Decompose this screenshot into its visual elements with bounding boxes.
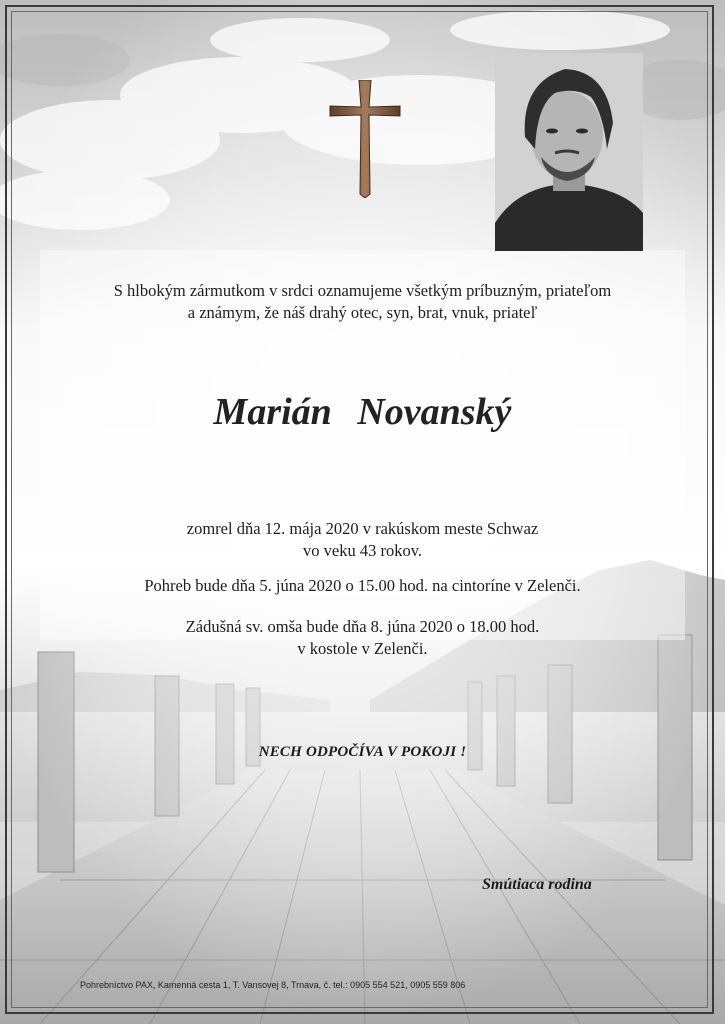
funeral-line-1: Pohreb bude dňa 5. júna 2020 o 15.00 hod. na cintoríne v Zelenči. (144, 576, 581, 595)
last-name: Novanský (357, 391, 512, 433)
death-line-1: zomrel dňa 12. mája 2020 v rakúskom meste Schwaz (186, 519, 539, 538)
mass-line-1: Zádušná sv. omša bude dňa 8. júna 2020 o 18.00 hod. (185, 617, 540, 636)
death-line-2: vo veku 43 rokov. (303, 541, 422, 560)
farewell-text: NECH ODPOČÍVA V POKOJI ! (258, 744, 467, 760)
intro-line-1: S hlbokým zármutkom v srdci oznamujeme všetkým príbuzným, priateľom (113, 281, 612, 300)
portrait-photo (495, 53, 643, 251)
cross-icon (328, 80, 402, 198)
intro-line-2: a známym, že náš drahý otec, syn, brat, vnuk, priateľ (187, 303, 538, 322)
deceased-name (0, 390, 725, 434)
death-info (0, 518, 725, 562)
mass-line-2: v kostole v Zelenči. (297, 639, 428, 658)
signature: Smútiaca rodina (482, 876, 592, 893)
footer-funeral-home: Pohrebníctvo PAX, Kamenná cesta 1, T. Vansovej 8, Trnava, č. tel.: 0905 554 521, 0905 559 806 (80, 980, 466, 990)
funeral-info (0, 576, 725, 596)
first-name: Marián (213, 391, 332, 433)
intro-text (0, 280, 725, 324)
mass-info (0, 616, 725, 660)
